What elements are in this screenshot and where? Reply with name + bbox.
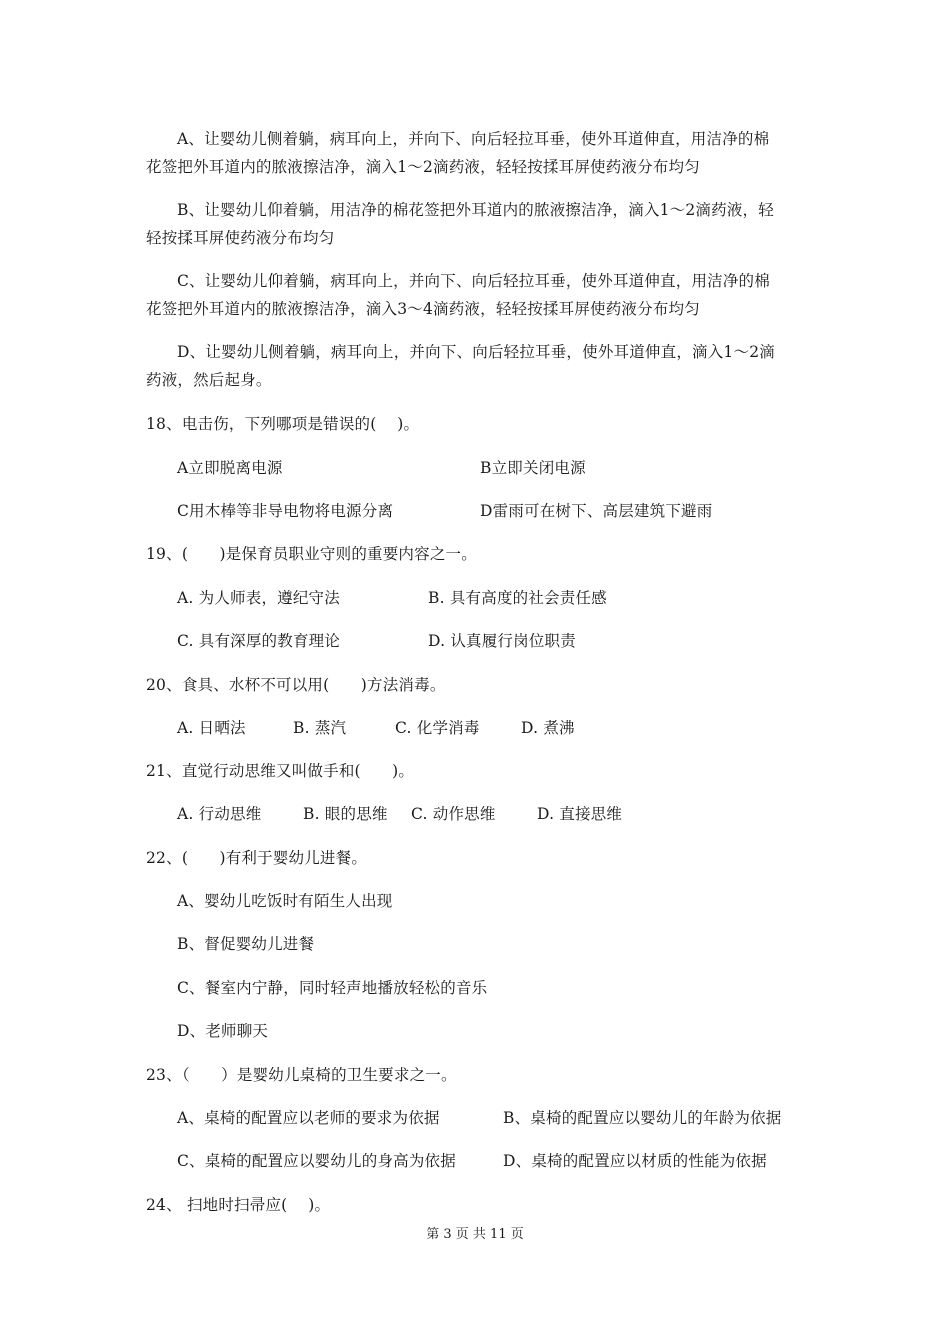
q18-option-b: B立即关闭电源	[480, 459, 586, 477]
q17-option-d-line2: 药液，然后起身。	[146, 371, 272, 389]
q17-option-b-line2: 轻按揉耳屏使药液分布均匀	[146, 229, 335, 247]
q23-stem: 23、（ ）是婴幼儿桌椅的卫生要求之一。	[146, 1066, 457, 1084]
q18-option-a: A立即脱离电源	[177, 459, 283, 477]
q18-stem: 18、电击伤，下列哪项是错误的( )。	[146, 415, 420, 433]
q19-option-a: A. 为人师表，遵纪守法	[177, 589, 340, 607]
q20-option-a: A. 日晒法	[177, 719, 246, 737]
q17-option-c-line1: C、让婴幼儿仰着躺，病耳向上，并向下、向后轻拉耳垂，使外耳道伸直，用洁净的棉	[177, 272, 770, 290]
q22-option-d: D、老师聊天	[177, 1022, 269, 1040]
q20-option-d: D. 煮沸	[521, 719, 575, 737]
q21-option-b: B. 眼的思维	[303, 805, 388, 823]
q22-option-b: B、督促婴幼儿进餐	[177, 935, 315, 953]
q24-stem: 24、 扫地时扫帚应( )。	[146, 1196, 331, 1214]
page-number-footer: 第 3 页 共 11 页	[426, 1227, 524, 1242]
q22-stem: 22、( )有利于婴幼儿进餐。	[146, 849, 368, 867]
q21-stem: 21、直觉行动思维又叫做手和( )。	[146, 762, 415, 780]
q21-option-d: D. 直接思维	[537, 805, 623, 823]
q22-option-a: A、婴幼儿吃饭时有陌生人出现	[177, 892, 393, 910]
q17-option-d-line1: D、让婴幼儿侧着躺，病耳向上，并向下、向后轻拉耳垂，使外耳道伸直，滴入1～2滴	[177, 343, 775, 361]
q23-option-d: D、桌椅的配置应以材质的性能为依据	[503, 1152, 767, 1170]
q23-option-b: B、桌椅的配置应以婴幼儿的年龄为依据	[503, 1109, 782, 1127]
q17-option-a-line2: 花签把外耳道内的脓液擦洁净，滴入1～2滴药液，轻轻按揉耳屏使药液分布均匀	[146, 158, 700, 176]
q21-option-a: A. 行动思维	[177, 805, 262, 823]
q18-option-c: C用木棒等非导电物将电源分离	[177, 502, 394, 520]
q19-option-c: C. 具有深厚的教育理论	[177, 632, 341, 650]
q18-option-d: D雷雨可在树下、高层建筑下避雨	[480, 502, 713, 520]
q21-option-c: C. 动作思维	[411, 805, 496, 823]
q23-option-c: C、桌椅的配置应以婴幼儿的身高为依据	[177, 1152, 456, 1170]
q17-option-c-line2: 花签把外耳道内的脓液擦洁净，滴入3～4滴药液，轻轻按揉耳屏使药液分布均匀	[146, 300, 700, 318]
q19-option-b: B. 具有高度的社会责任感	[428, 589, 607, 607]
q20-stem: 20、食具、水杯不可以用( )方法消毒。	[146, 676, 446, 694]
q20-option-b: B. 蒸汽	[293, 719, 347, 737]
q19-stem: 19、( )是保育员职业守则的重要内容之一。	[146, 545, 477, 563]
q17-option-a-line1: A、让婴幼儿侧着躺，病耳向上，并向下、向后轻拉耳垂，使外耳道伸直，用洁净的棉	[177, 130, 770, 148]
q22-option-c: C、餐室内宁静，同时轻声地播放轻松的音乐	[177, 979, 488, 997]
q20-option-c: C. 化学消毒	[395, 719, 480, 737]
q19-option-d: D. 认真履行岗位职责	[428, 632, 576, 650]
q17-option-b-line1: B、让婴幼儿仰着躺，用洁净的棉花签把外耳道内的脓液擦洁净，滴入1～2滴药液，轻	[177, 201, 774, 219]
q23-option-a: A、桌椅的配置应以老师的要求为依据	[177, 1109, 440, 1127]
